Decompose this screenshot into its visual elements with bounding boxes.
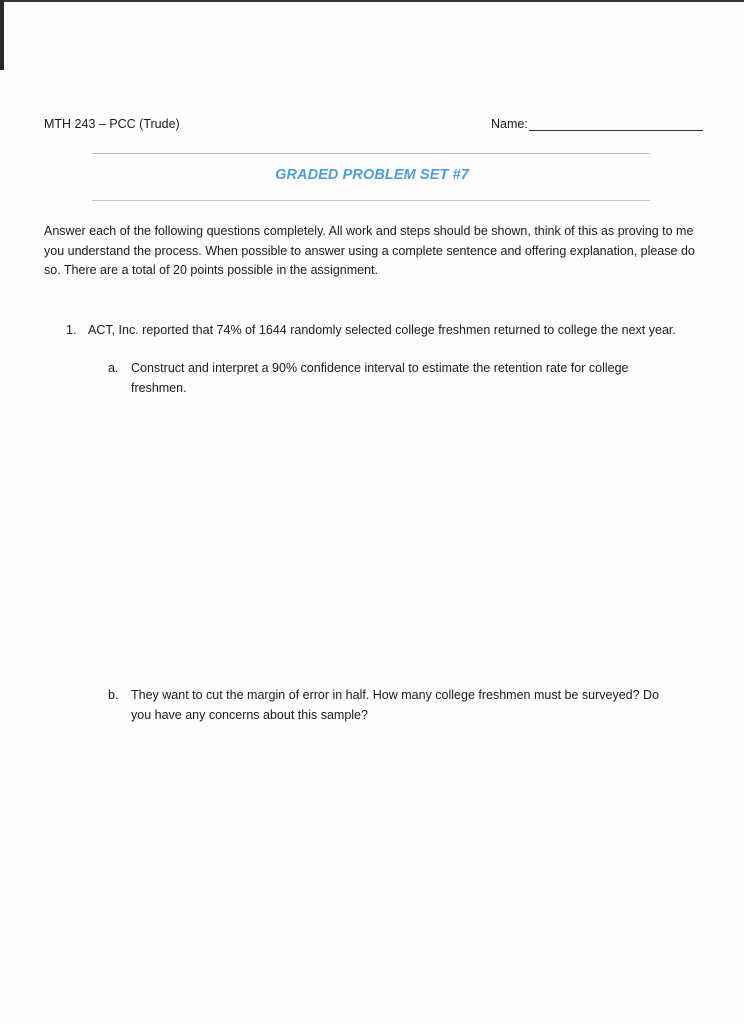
page-title: GRADED PROBLEM SET #7 bbox=[275, 167, 469, 183]
part-text: They want to cut the margin of error in half. How many college freshmen must be surveyed? Do you have any concerns about this sample? bbox=[131, 688, 660, 722]
question-text: ACT, Inc. reported that 74% of 1644 randomly selected college freshmen returned to college the next year. bbox=[88, 323, 676, 337]
question-1-part-b bbox=[108, 685, 678, 725]
part-text: Construct and interpret a 90% confidence interval to estimate the retention rate for college freshmen. bbox=[131, 361, 629, 395]
name-label: Name: bbox=[491, 117, 528, 131]
scan-top-edge bbox=[0, 0, 744, 2]
part-letter: a. bbox=[108, 361, 119, 375]
title-rule-top bbox=[92, 153, 650, 154]
title-rule-bottom bbox=[92, 200, 650, 201]
course-label: MTH 243 – PCC (Trude) bbox=[44, 117, 180, 131]
scan-left-edge bbox=[0, 0, 4, 70]
name-blank-line bbox=[529, 118, 703, 131]
instructions-paragraph: Answer each of the following questions completely. All work and steps should be shown, think of this as proving to me you understand the process. When possible to answer using a complete sentence and offering explanation, please do so. There are a total of 20 points possible in the assignment. bbox=[44, 224, 695, 277]
question-1 bbox=[66, 320, 696, 340]
part-letter: b. bbox=[108, 688, 119, 702]
name-field bbox=[491, 117, 703, 131]
question-1-part-a bbox=[108, 358, 678, 398]
question-number: 1. bbox=[66, 323, 77, 337]
